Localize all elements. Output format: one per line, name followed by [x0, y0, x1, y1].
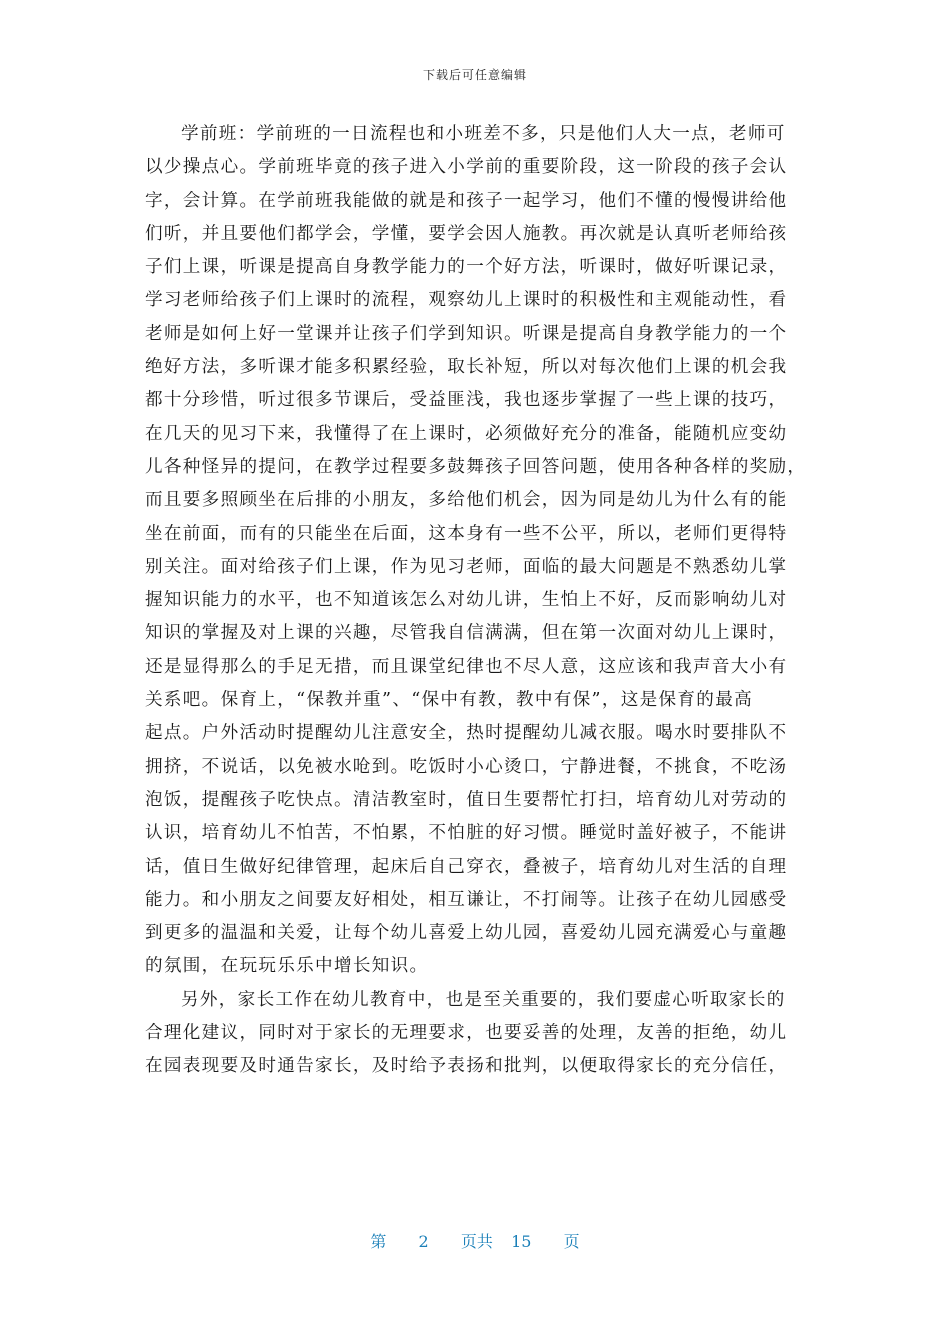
- text-line: 另外，家长工作在幼儿教育中，也是至关重要的，我们要虚心听取家长的: [181, 989, 786, 1010]
- document-body: [145, 118, 805, 1084]
- text-line: 别关注。面对给孩子们上课，作为见习老师，面临的最大问题是不熟悉幼儿掌: [145, 556, 788, 577]
- text-line: 合理化建议，同时对于家长的无理要求，也要妥善的处理，友善的拒绝，幼儿: [145, 1023, 788, 1044]
- page-header: 下载后可任意编辑: [422, 68, 527, 82]
- text-line: 到更多的温温和关爱，让每个幼儿喜爱上幼儿园，喜爱幼儿园充满爱心与童趣: [145, 923, 788, 944]
- text-line: 老师是如何上好一堂课并让孩子们学到知识。听课是提高自身教学能力的一个: [145, 323, 788, 344]
- text-line: 还是显得那么的手足无措，而且课堂纪律也不尽人意，这应该和我声音大小有: [145, 656, 788, 677]
- text-line: 学习老师给孩子们上课时的流程，观察幼儿上课时的积极性和主观能动性，看: [145, 290, 788, 311]
- text-line: 字，会计算。在学前班我能做的就是和孩子一起学习，他们不懂的慢慢讲给他: [145, 190, 788, 211]
- page-prefix: 第: [370, 1232, 387, 1251]
- text-line: 泡饭，提醒孩子吃快点。清洁教室时，值日生要帮忙打扫，培育幼儿对劳动的: [145, 789, 788, 810]
- text-line: 们听，并且要他们都学会，学懂，要学会因人施教。再次就是认真听老师给孩: [145, 223, 788, 244]
- text-line: 在几天的见习下来，我懂得了在上课时，必须做好充分的准备，能随机应变幼: [145, 423, 788, 444]
- text-line: 的氛围，在玩玩乐乐中增长知识。: [145, 956, 429, 977]
- text-line: 坐在前面，而有的只能坐在后面，这本身有一些不公平，所以，老师们更得特: [145, 523, 788, 544]
- text-line: 都十分珍惜，听过很多节课后，受益匪浅，我也逐步掌握了一些上课的技巧，: [145, 390, 788, 411]
- total-pages: 15: [511, 1232, 532, 1251]
- text-line: 绝好方法，多听课才能多积累经验，取长补短，所以对每次他们上课的机会我: [145, 357, 788, 378]
- text-line: 关系吧。保育上，“保教并重”、“保中有教，教中有保”，这是保育的最高: [145, 690, 753, 711]
- text-line: 认识，培育幼儿不怕苦，不怕累，不怕脏的好习惯。睡觉时盖好被子，不能讲: [145, 823, 788, 844]
- page-suffix: 页: [563, 1232, 580, 1251]
- text-line: 子们上课，听课是提高自身教学能力的一个好方法，听课时，做好听课记录，: [145, 257, 788, 278]
- page-middle: 页共: [460, 1232, 493, 1251]
- paragraph: [145, 118, 805, 984]
- paragraph: [145, 984, 805, 1084]
- page-footer: [0, 1229, 950, 1252]
- text-line: 握知识能力的水平，也不知道该怎么对幼儿讲，生怕上不好，反而影响幼儿对: [145, 590, 788, 611]
- text-line: 学前班：学前班的一日流程也和小班差不多，只是他们人大一点，老师可: [181, 124, 786, 144]
- text-line: 在园表现要及时通告家长，及时给予表扬和批判，以便取得家长的充分信任，: [145, 1056, 788, 1077]
- text-line: 起点。户外活动时提醒幼儿注意安全，热时提醒幼儿减衣服。喝水时要排队不: [145, 723, 788, 744]
- text-line: 儿各种怪异的提问，在教学过程要多鼓舞孩子回答问题，使用各种各样的奖励，: [145, 456, 807, 477]
- text-line: 拥挤，不说话，以免被水呛到。吃饭时小心烫口，宁静进餐，不挑食，不吃汤: [145, 756, 788, 777]
- text-line: 话，值日生做好纪律管理，起床后自己穿衣，叠被子，培育幼儿对生活的自理: [145, 856, 788, 877]
- text-line: 而且要多照顾坐在后排的小朋友，多给他们机会，因为同是幼儿为什么有的能: [145, 490, 788, 511]
- text-line: 以少操点心。学前班毕竟的孩子进入小学前的重要阶段，这一阶段的孩子会认: [145, 157, 788, 178]
- text-line: 能力。和小朋友之间要友好相处，相互谦让，不打闹等。让孩子在幼儿园感受: [145, 889, 788, 910]
- text-line: 知识的掌握及对上课的兴趣，尽管我自信满满，但在第一次面对幼儿上课时，: [145, 623, 788, 644]
- page-number: 2: [418, 1232, 429, 1251]
